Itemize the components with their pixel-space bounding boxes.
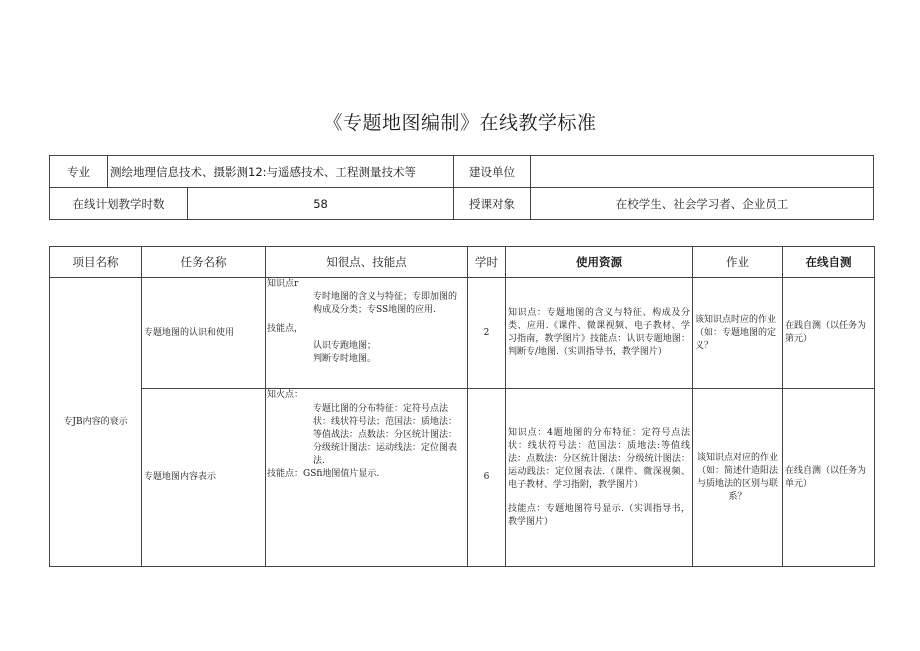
homework-cell: 该知识点时应的作业（如：专题地图的定义？	[693, 278, 783, 389]
course-info-table	[49, 155, 874, 220]
project-name: 专JB内容的衰示	[50, 278, 142, 567]
hours-value: 58	[188, 188, 454, 220]
builder-value	[531, 156, 874, 188]
table-header-row	[50, 247, 875, 278]
header-hours: 学时	[468, 247, 506, 278]
header-resources: 使用资源	[506, 247, 693, 278]
task-name: 专题地图内容表示	[142, 389, 266, 567]
resources-cell	[506, 389, 693, 567]
major-label: 专业	[50, 156, 108, 188]
skill-text: 判断专时地图。	[313, 354, 377, 364]
page-title: 《专题地图编制》在线教学标准	[323, 112, 597, 134]
selftest-cell: 在线自测（以任务为单元）	[783, 389, 875, 567]
resources-knowledge: 知识点：4题地图的分布特征：定符号点法状：线状符号法：范国法：质地法:等值线法：点数法：分区统计图法：分级统计图法：运动践法：定位图表法.（课件、微深视频、电子教材、学习指附，教学图片）	[508, 427, 690, 490]
skill-text: 认识专跑地图；	[313, 341, 377, 351]
builder-label: 建设单位	[454, 156, 531, 188]
major-value: 测绘地理信息技术、摄影测12:与遥感技术、工程测量技术等	[108, 156, 454, 188]
skill-text: 技能点：GSfi地图值片显示.	[267, 469, 380, 479]
header-project: 项目名称	[50, 247, 142, 278]
teaching-content-table	[49, 246, 875, 567]
hours-value: 2	[468, 278, 506, 389]
knowledge-text: 专题比图的分布特征：定符号点法状：线状符号法；范国法：质地法：等值战法：点数法：分区统计图法：分级统计图法：运动线法：定位图表法.	[313, 404, 458, 466]
audience-value: 在校学生、社会学习者、企业员工	[531, 188, 874, 220]
homework-cell: 谈知识点对应的作业（如：简述什造阳法与质地法的区别与联系？	[693, 389, 783, 567]
knowledge-label: 知识点r	[267, 279, 299, 289]
audience-label: 授课对象	[454, 188, 531, 220]
knowledge-skill-cell	[266, 389, 468, 567]
header-homework: 作业	[693, 247, 783, 278]
resources-cell: 知识点：专题地图的含义与特征、构成及分类、应用.《课件、微课视频、电子教材、学习指南，教学图片》技能点：认识专题地图：判断专/地图.（实训指导书，教学图片）	[506, 278, 693, 389]
resources-skill: 技能点：专题地图符号显示.（实训指导书，教学图片）	[508, 503, 690, 527]
task-name: 专题地图的认识和使用	[142, 278, 266, 389]
knowledge-skill-cell	[266, 278, 468, 389]
hours-label: 在线计划教学时数	[50, 188, 188, 220]
header-task: 任务名称	[142, 247, 266, 278]
knowledge-text: 专时地图的含义与特征；专即加图的构成及分类；专SS地图的应用.	[313, 292, 458, 315]
header-knowledge: 知很点、技能点	[266, 247, 468, 278]
table-row	[50, 389, 875, 567]
skill-label: 技能点，	[267, 324, 304, 334]
table-row	[50, 278, 875, 389]
knowledge-label: 知火点：	[267, 390, 304, 400]
hours-value: 6	[468, 389, 506, 567]
selftest-cell: 在践自测（以任务为第元）	[783, 278, 875, 389]
header-selftest: 在线自测	[783, 247, 875, 278]
